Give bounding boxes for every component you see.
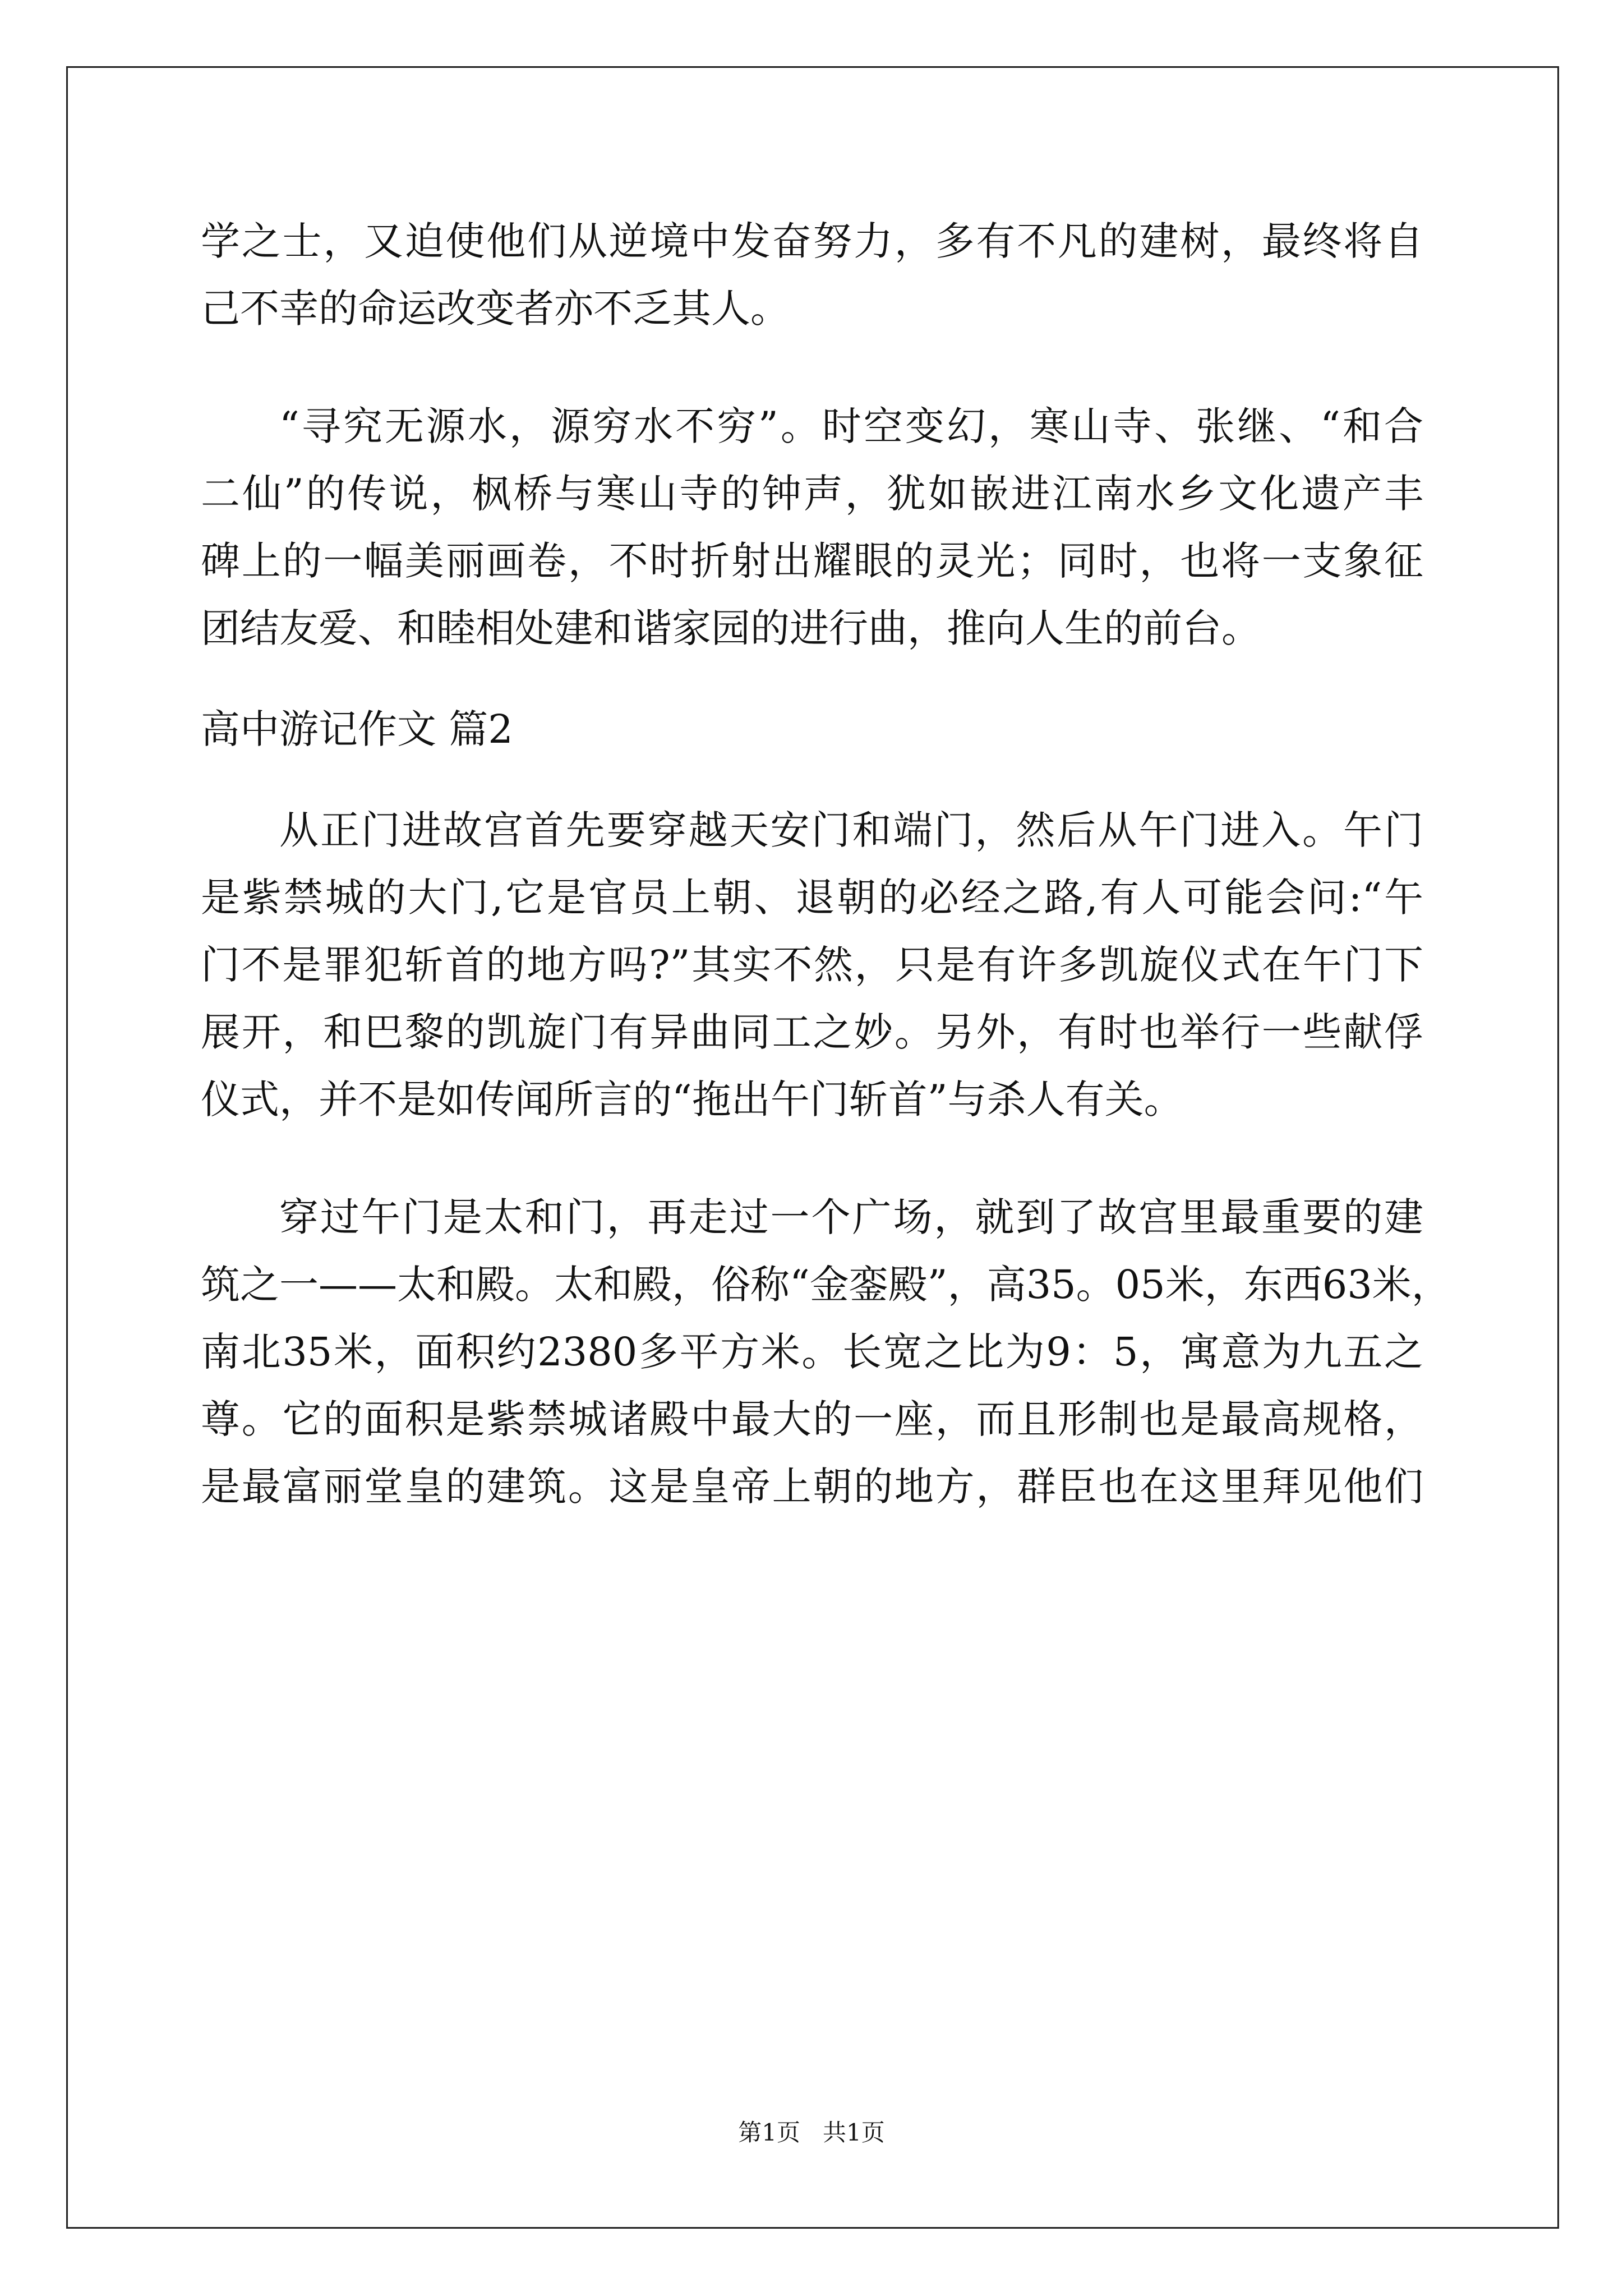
text-line: “寻究无源水，源穷水不穷”。时空变幻，寒山寺、张继、“和合: [279, 403, 1423, 449]
paragraph: [201, 208, 1423, 342]
text-line: 学之士，又迫使他们从逆境中发奋努力，多有不凡的建树，最终将自: [201, 218, 1423, 264]
text-line: 展开，和巴黎的凯旋门有异曲同工之妙。另外，有时也举行一些献俘: [201, 1009, 1423, 1055]
text-line: 门不是罪犯斩首的地方吗?”其实不然，只是有许多凯旋仪式在午门下: [201, 942, 1423, 988]
text-line: 尊。它的面积是紫禁城诸殿中最大的一座，而且形制也是最高规格，: [201, 1396, 1423, 1442]
text-line: 己不幸的命运改变者亦不乏其人。: [201, 286, 790, 332]
page-number-footer: 第1页 共1页: [738, 2119, 885, 2146]
text-line: 仪式，并不是如传闻所言的“拖出午门斩首”与杀人有关。: [201, 1076, 1183, 1122]
text-line: 碑上的一幅美丽画卷，不时折射出耀眼的灵光；同时，也将一支象征: [201, 538, 1423, 584]
text-line: 筑之一——太和殿。太和殿，俗称“金銮殿”，高35。05米，东西63米，: [201, 1262, 1451, 1308]
text-line: 是最富丽堂皇的建筑。这是皇帝上朝的地方，群臣也在这里拜见他们: [201, 1464, 1423, 1510]
text-line: 南北35米，面积约2380多平方米。长宽之比为9：5，寓意为九五之: [201, 1329, 1423, 1375]
document-body: [201, 208, 1451, 1520]
text-line: 团结友爱、和睦相处建和谐家园的进行曲，推向人生的前台。: [201, 605, 1261, 651]
paragraph: [201, 393, 1423, 662]
text-line: 二仙”的传说，枫桥与寒山寺的钟声，犹如嵌进江南水乡文化遗产丰: [201, 471, 1423, 517]
text-line: 是紫禁城的大门,它是官员上朝、退朝的必经之路,有人可能会问:“午: [201, 875, 1423, 921]
paragraph: [201, 1184, 1451, 1520]
text-line: 从正门进故宫首先要穿越天安门和端门，然后从午门进入。午门: [279, 807, 1423, 853]
section-heading: 高中游记作文 篇2: [201, 706, 513, 752]
paragraph: [201, 797, 1423, 1133]
text-line: 穿过午门是太和门，再走过一个广场，就到了故宫里最重要的建: [279, 1194, 1423, 1240]
